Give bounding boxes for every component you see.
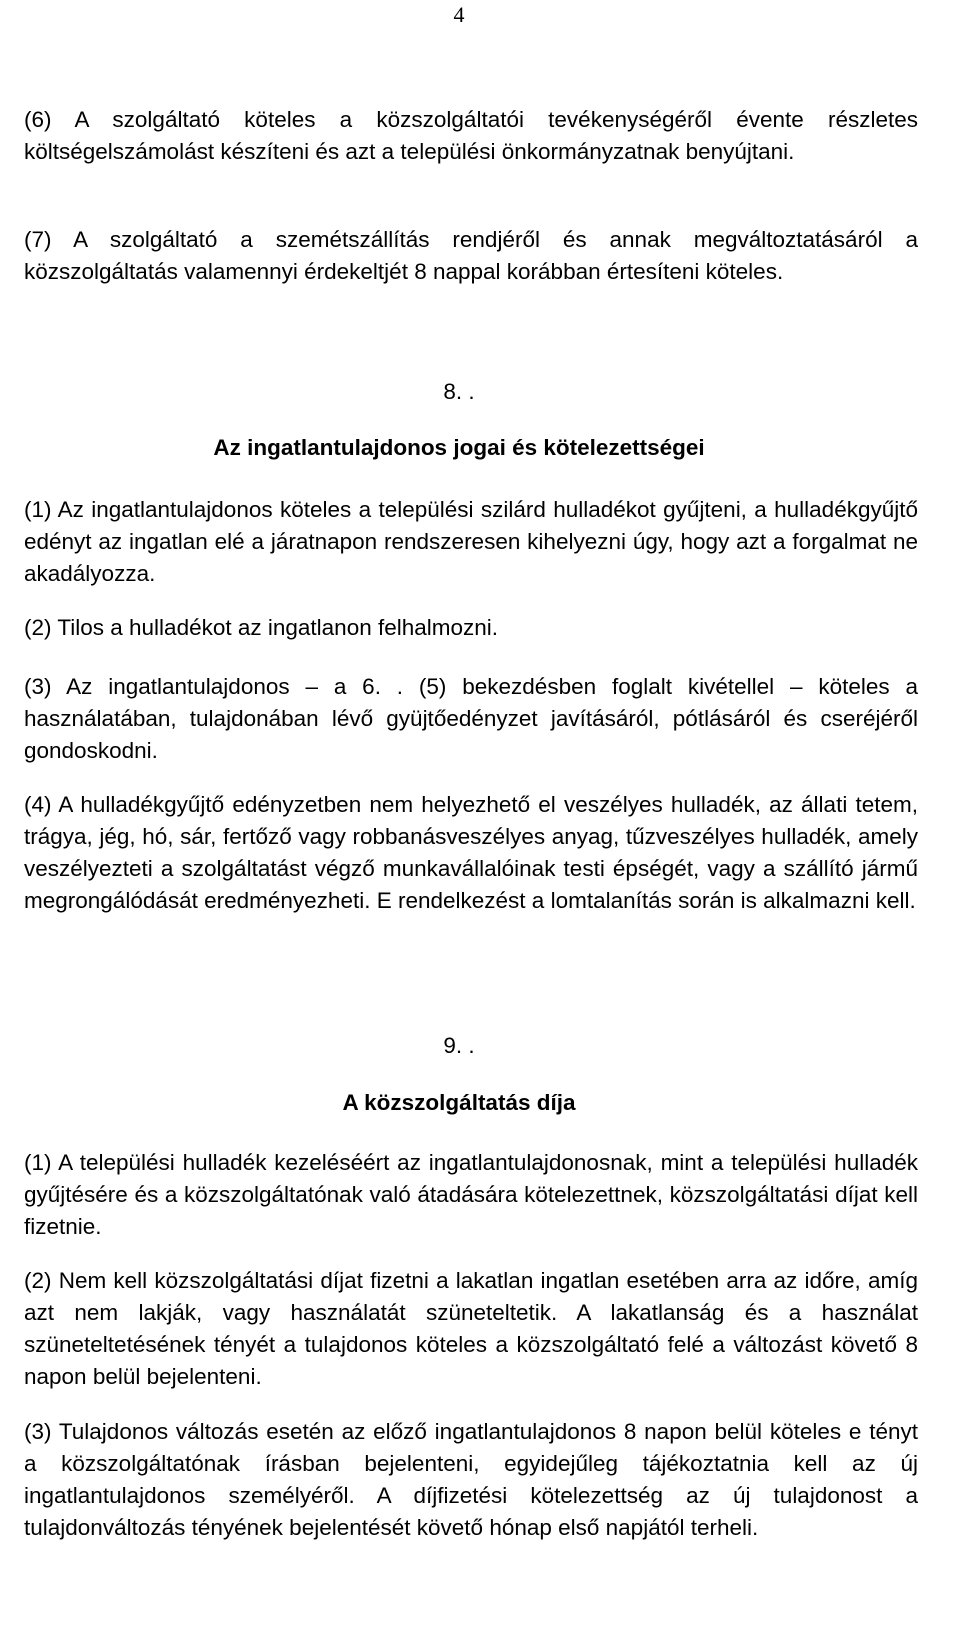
paragraph-7: [24, 224, 918, 288]
page-number: 4: [453, 2, 465, 27]
section-8-title: Az ingatlantulajdonos jogai és kötelezettségei: [213, 435, 705, 460]
paragraph-text: (4) A hulladékgyűjtő edényzetben nem helyezhető el veszélyes hulladék, az állati tetem, trágya, jég, hó, sár, fertőző vagy robbanásveszélyes anyag, tűzveszélyes hulladék, amely veszélyezteti a szolgáltatást végző munkavállalóinak testi épségét, vagy a szállító jármű megrongálódását eredményezheti. E rendelkezést a lomtalanítás során is alkalmazni kell.: [24, 792, 918, 913]
section-9-paragraph-3: [24, 1416, 918, 1544]
paragraph-6: [24, 104, 918, 168]
paragraph-text: (1) A települési hulladék kezeléséért az ingatlantulajdonosnak, mint a települési hulladék gyűjtésére és a közszolgáltatónak való átadására kötelezettnek, közszolgáltatási díjat kell fizetnie.: [24, 1150, 918, 1239]
paragraph-text: (1) Az ingatlantulajdonos köteles a települési szilárd hulladékot gyűjteni, a hulladékgyűjtő edényt az ingatlan elé a járatnapon rendszeresen kihelyezni úgy, hogy azt a forgalmat ne akadályozza.: [24, 497, 918, 586]
paragraph-text: (2) Nem kell közszolgáltatási díjat fizetni a lakatlan ingatlan esetében arra az időre, amíg azt nem lakják, vagy használatát szüneteltetik. A lakatlanság és a használat szüneteltetésének tényét a tulajdonos köteles a közszolgáltató felé a változást követő 8 napon belül bejelenteni.: [24, 1268, 918, 1389]
section-9-paragraph-2: [24, 1265, 918, 1393]
section-9-title: A közszolgáltatás díja: [342, 1090, 576, 1115]
paragraph-text: (3) Az ingatlantulajdonos – a 6. . (5) bekezdésben foglalt kivétellel – köteles a használatában, tulajdonában lévő gyüjtőedényzet javításáról, pótlásáról és cseréjéről gondoskodni.: [24, 674, 918, 763]
section-8-paragraph-3: [24, 671, 918, 767]
paragraph-text: (2) Tilos a hulladékot az ingatlanon felhalmozni.: [24, 615, 499, 640]
section-8-paragraph-4: [24, 789, 918, 917]
section-8-paragraph-2: [24, 612, 918, 644]
paragraph-text: (6) A szolgáltató köteles a közszolgáltatói tevékenységéről évente részletes költségelszámolást készíteni és azt a települési önkormányzatnak benyújtani.: [24, 107, 918, 164]
section-8-paragraph-1: [24, 494, 918, 590]
section-9-paragraph-1: [24, 1147, 918, 1243]
paragraph-text: (3) Tulajdonos változás esetén az előző ingatlantulajdonos 8 napon belül köteles e tényt a közszolgáltatónak írásban bejelenteni, egyidejűleg tájékoztatnia kell az új ingatlantulajdonos személyéről. A díjfizetési kötelezettség az új tulajdonost a tulajdonváltozás tényének bejelentését követő hónap első napjától terheli.: [24, 1419, 918, 1540]
paragraph-text: (7) A szolgáltató a szemétszállítás rendjéről és annak megváltoztatásáról a közszolgáltatás valamennyi érdekeltjét 8 nappal korábban értesíteni köteles.: [24, 227, 918, 284]
section-8-number: 8. .: [443, 379, 475, 404]
section-9-number: 9. .: [443, 1033, 475, 1058]
